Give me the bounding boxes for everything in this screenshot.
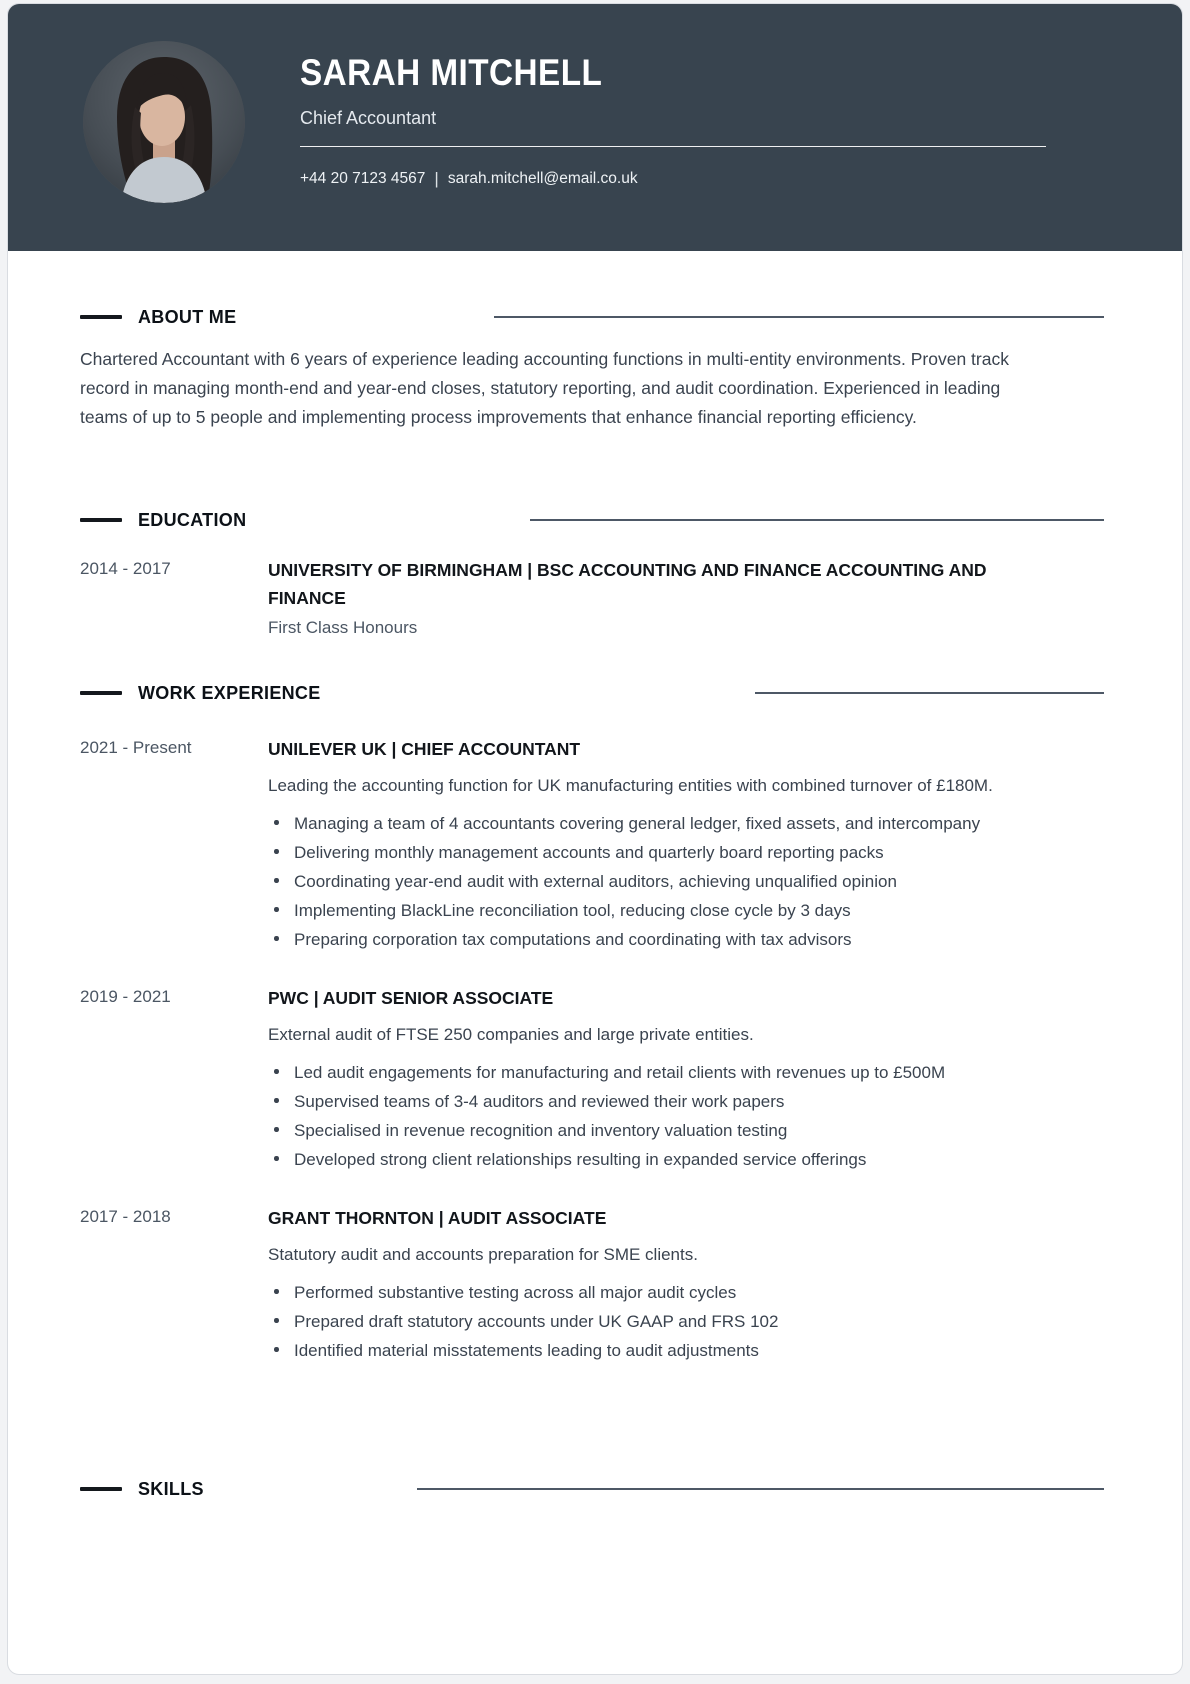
job-summary: Statutory audit and accounts preparation for SME clients. (268, 1245, 698, 1264)
resume-body (8, 305, 1182, 1501)
job-entry-grant-thornton (80, 1204, 1104, 1365)
job-title: GRANT THORNTON | AUDIT ASSOCIATE (268, 1208, 607, 1228)
job-bullet: Implementing BlackLine reconciliation tool, reducing close cycle by 3 days (268, 896, 1038, 925)
job-summary: Leading the accounting function for UK manufacturing entities with combined turnover of £180M. (268, 776, 993, 795)
job-bullet-list (268, 809, 1038, 954)
header-divider (300, 146, 1046, 147)
section-title-education: EDUCATION (138, 509, 247, 530)
job-bullet-list (268, 1058, 1038, 1174)
job-entry-pwc (80, 984, 1104, 1174)
about-text: Chartered Accountant with 6 years of experience leading accounting functions in multi-entity environments. Proven track record in managing month-end and year-end closes, statutory reporting, and audit coordination. Experienced in leading teams of up to 5 people and implementing process improvements that enhance financial reporting efficiency. (80, 349, 1009, 427)
section-skills-header (80, 1477, 1104, 1501)
job-entry-unilever (80, 735, 1104, 954)
education-entry (80, 556, 1104, 641)
section-title-work-experience: WORK EXPERIENCE (138, 682, 321, 703)
job-title: PWC | AUDIT SENIOR ASSOCIATE (268, 988, 554, 1008)
contact-line (300, 169, 1046, 189)
section-divider-line (530, 519, 1104, 521)
profile-photo (83, 41, 245, 203)
section-skills (80, 1477, 1104, 1501)
section-about (80, 305, 1104, 432)
job-bullet: Developed strong client relationships resulting in expanded service offerings (268, 1145, 1038, 1174)
section-work-experience (80, 681, 1104, 1365)
job-bullet: Coordinating year-end audit with external auditors, achieving unqualified opinion (268, 867, 1038, 896)
job-bullet: Managing a team of 4 accountants covering general ledger, fixed assets, and intercompany (268, 809, 1038, 838)
heading-dash-icon (80, 1487, 122, 1491)
section-divider-line (494, 316, 1104, 318)
job-bullet: Performed substantive testing across all major audit cycles (268, 1278, 1038, 1307)
section-title-about: ABOUT ME (138, 306, 237, 327)
section-divider-line (755, 692, 1104, 694)
candidate-title: Chief Accountant (300, 108, 437, 128)
job-details (268, 1204, 1104, 1365)
job-dates: 2021 - Present (80, 738, 192, 757)
job-bullet: Delivering monthly management accounts and quarterly board reporting packs (268, 838, 1038, 867)
job-title: UNILEVER UK | CHIEF ACCOUNTANT (268, 739, 581, 759)
contact-separator: | (434, 169, 439, 188)
job-dates: 2017 - 2018 (80, 1207, 171, 1226)
job-dates: 2019 - 2021 (80, 987, 171, 1006)
candidate-name: SARAH MITCHELL (300, 52, 603, 93)
section-education (80, 508, 1104, 641)
job-details (268, 735, 1104, 954)
phone-number: +44 20 7123 4567 (300, 170, 426, 187)
email-address: sarah.mitchell@email.co.uk (447, 170, 638, 187)
job-summary: External audit of FTSE 250 companies and large private entities. (268, 1025, 754, 1044)
job-details (268, 984, 1104, 1174)
job-bullet: Prepared draft statutory accounts under UK GAAP and FRS 102 (268, 1307, 1038, 1336)
resume-page (7, 3, 1183, 1675)
section-education-header (80, 508, 1104, 532)
section-divider-line (417, 1488, 1104, 1490)
job-bullet: Led audit engagements for manufacturing and retail clients with revenues up to £500M (268, 1058, 1038, 1087)
heading-dash-icon (80, 691, 122, 695)
education-details (268, 556, 1104, 641)
job-bullet-list (268, 1278, 1038, 1365)
heading-dash-icon (80, 315, 122, 319)
section-about-header (80, 305, 1104, 329)
heading-dash-icon (80, 518, 122, 522)
job-bullet: Preparing corporation tax computations and coordinating with tax advisors (268, 925, 1038, 954)
job-bullet: Specialised in revenue recognition and inventory valuation testing (268, 1116, 1038, 1145)
education-title: UNIVERSITY OF BIRMINGHAM | BSC ACCOUNTING AND FINANCE ACCOUNTING AND FINANCE (268, 560, 987, 608)
education-dates: 2014 - 2017 (80, 559, 171, 578)
header-text-block (300, 4, 1046, 189)
job-bullet: Supervised teams of 3-4 auditors and reviewed their work papers (268, 1087, 1038, 1116)
resume-header (8, 4, 1182, 251)
section-work-header (80, 681, 1104, 705)
education-honours: First Class Honours (268, 618, 418, 637)
profile-photo-image (83, 41, 245, 203)
section-title-skills: SKILLS (138, 1478, 204, 1499)
job-bullet: Identified material misstatements leading to audit adjustments (268, 1336, 1038, 1365)
